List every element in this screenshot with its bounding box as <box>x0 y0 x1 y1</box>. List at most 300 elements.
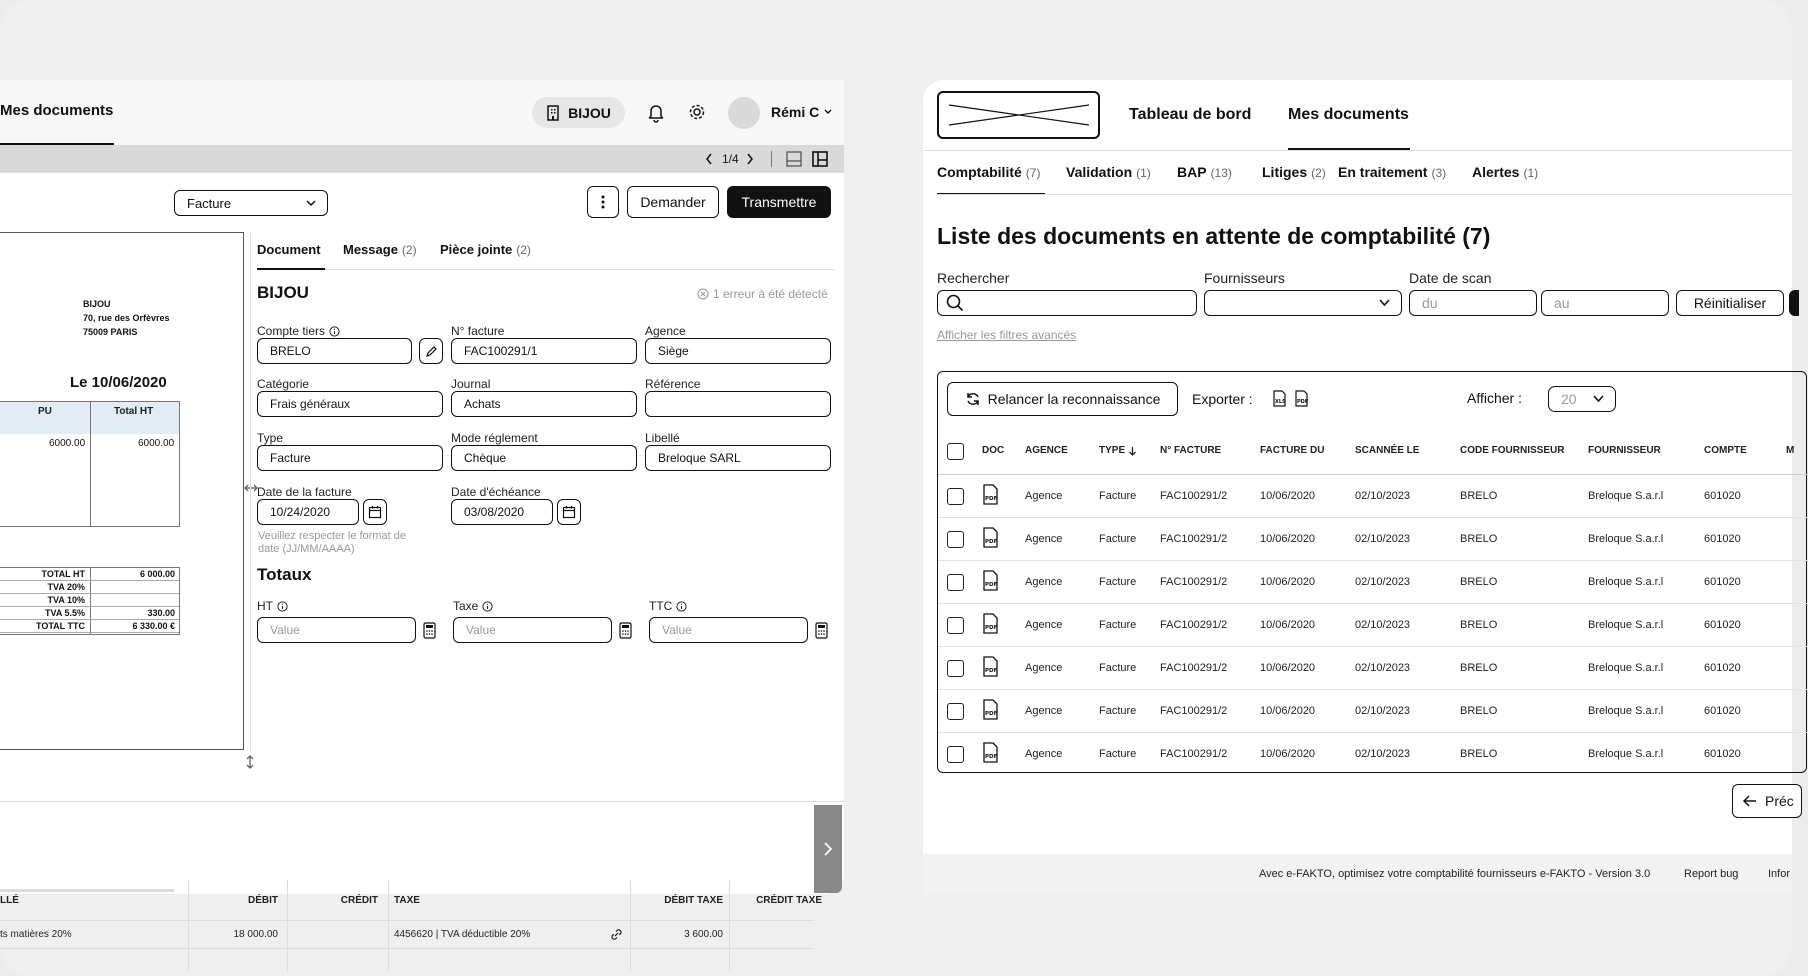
date-facture-calendar-button[interactable] <box>363 499 387 525</box>
type-label <box>257 431 283 445</box>
cell-num: FAC100291/2 <box>1160 619 1228 631</box>
calendar-icon <box>368 505 382 519</box>
total-ttc-label <box>649 599 687 613</box>
footer-text: Avec e-FAKTO, optimisez votre comptabilité fournisseurs e-FAKTO - Version 3.0 <box>1259 868 1651 880</box>
tab-label: Pièce jointe <box>440 242 513 257</box>
scan-date-from-input[interactable]: du <box>1409 290 1537 316</box>
calculator-icon <box>619 622 632 639</box>
tab-bap[interactable] <box>1177 164 1232 180</box>
preview-line-table <box>0 401 180 527</box>
search-label: Rechercher <box>937 270 1010 286</box>
cell-date: 10/06/2020 <box>1260 490 1316 502</box>
cell-date: 10/06/2020 <box>1260 533 1316 545</box>
horizontal-scrollbar[interactable] <box>0 889 174 892</box>
entries-header: DÉBIT <box>248 895 278 906</box>
chevron-down-icon <box>305 199 317 207</box>
svg-text:PDF: PDF <box>985 668 998 674</box>
column-header[interactable] <box>1025 445 1068 456</box>
info-icon[interactable] <box>676 601 687 612</box>
logo-placeholder[interactable] <box>937 91 1100 139</box>
pdf-file-icon <box>982 570 999 591</box>
cell-compte: 601020 <box>1704 490 1741 502</box>
column-header-label: FACTURE DU <box>1260 445 1325 456</box>
divider <box>0 948 814 949</box>
cell-num: FAC100291/2 <box>1160 490 1228 502</box>
field-label-text: Compte tiers <box>257 324 326 338</box>
column-header[interactable] <box>1460 445 1564 456</box>
field-label-text: Libellé <box>645 431 680 445</box>
cell-type: Facture <box>1099 705 1137 717</box>
company-name: BIJOU <box>568 104 611 121</box>
preview-total-value: 330.00 <box>147 608 175 618</box>
pdf-file-icon <box>982 484 999 505</box>
tab-count: (2) <box>401 243 417 257</box>
sort-down-icon <box>1128 446 1137 456</box>
compte-tiers-input[interactable]: BRELO <box>257 338 412 364</box>
calculator-icon <box>815 622 828 639</box>
svg-text:PDF: PDF <box>1297 399 1309 405</box>
error-notice <box>697 287 828 301</box>
scan-date-to-input[interactable]: au <box>1541 290 1669 316</box>
cell-fournisseur: Breloque S.a.r.l <box>1588 576 1664 588</box>
entries-header: CRÉDIT <box>340 895 378 906</box>
footer <box>923 854 1792 894</box>
scan-date-label: Date de scan <box>1409 270 1492 286</box>
cell-fournisseur: Breloque S.a.r.l <box>1588 705 1664 717</box>
editor-header <box>0 80 844 145</box>
column-header-label: AGENCE <box>1025 445 1068 456</box>
preview-totals <box>0 567 180 635</box>
cell-agence: Agence <box>1025 576 1063 588</box>
date-echeance-calendar-button[interactable] <box>557 499 581 525</box>
tab-count: (1) <box>1136 166 1151 180</box>
pdf-file-icon[interactable] <box>982 699 999 725</box>
preview-total-label: TOTAL TTC <box>36 621 85 631</box>
cell-fournisseur: Breloque S.a.r.l <box>1588 533 1664 545</box>
split-view-vertical-icon[interactable] <box>812 151 828 167</box>
total-ht-input[interactable]: Value <box>257 617 416 643</box>
divider <box>0 580 179 581</box>
table-row[interactable] <box>938 518 1808 561</box>
column-divider <box>729 880 730 972</box>
svg-text:PDF: PDF <box>985 711 998 717</box>
journal-input[interactable]: Achats <box>451 391 637 417</box>
column-header[interactable] <box>1260 445 1324 456</box>
cell-date: 10/06/2020 <box>1260 576 1316 588</box>
info-icon[interactable] <box>482 601 493 612</box>
categorie-input[interactable]: Frais généraux <box>257 391 443 417</box>
field-label-text: N° facture <box>451 324 505 338</box>
total-label-text: TTC <box>649 599 673 613</box>
totals-title: Totaux <box>257 565 312 584</box>
search-icon <box>946 294 964 312</box>
cell-type: Facture <box>1099 533 1137 545</box>
cell-date: 10/06/2020 <box>1260 619 1316 631</box>
info-icon[interactable] <box>277 601 288 612</box>
cell-type: Facture <box>1099 748 1137 760</box>
cell-fournisseur: Breloque S.a.r.l <box>1588 662 1664 674</box>
column-header-label: SCANNÉE LE <box>1355 445 1420 456</box>
preview-total-label: TOTAL HT <box>41 569 85 579</box>
date-facture-label <box>257 485 352 499</box>
preview-col-total: Total HT <box>114 406 154 417</box>
tab-label: Comptabilité <box>937 164 1022 180</box>
entries-cell-debit: 18 000.00 <box>233 929 278 940</box>
user-name: Rémi C <box>771 104 820 120</box>
cell-num: FAC100291/2 <box>1160 748 1228 760</box>
libelle-label <box>645 431 680 445</box>
divider <box>0 619 179 620</box>
column-header-label: TYPE <box>1099 445 1126 456</box>
tab-message[interactable] <box>343 242 417 257</box>
row-checkbox[interactable] <box>947 488 964 505</box>
cell-compte: 601020 <box>1704 533 1741 545</box>
tab-count: (1) <box>1523 166 1539 180</box>
categorie-label <box>257 377 309 391</box>
chevron-down-icon <box>1592 395 1605 403</box>
column-header[interactable] <box>1160 445 1221 456</box>
calculator-button[interactable] <box>815 622 828 644</box>
preview-total-label: TVA 10% <box>47 595 85 605</box>
cell-code: BRELO <box>1460 619 1498 631</box>
edit-supplier-button[interactable] <box>419 338 443 364</box>
cell-fournisseur: Breloque S.a.r.l <box>1588 748 1664 760</box>
journal-label <box>451 377 490 391</box>
divider <box>923 150 1792 151</box>
column-header-label: M <box>1786 445 1795 456</box>
mode-reglement-input[interactable]: Chèque <box>451 445 637 471</box>
tab-count: (7) <box>1025 166 1041 180</box>
table-row[interactable] <box>938 690 1808 733</box>
cell-type: Facture <box>1099 619 1137 631</box>
tab-document[interactable] <box>257 242 325 257</box>
nav-documents[interactable]: Mes documents <box>1288 106 1409 123</box>
cell-agence: Agence <box>1025 490 1063 502</box>
previous-page-button[interactable] <box>1732 784 1802 818</box>
pdf-file-icon[interactable] <box>982 742 999 768</box>
table-row[interactable] <box>938 604 1808 647</box>
previous-page-label: Préc <box>1765 793 1794 809</box>
entries-header: TAXE <box>394 895 420 906</box>
entries-header: CRÉDIT TAXE <box>756 895 822 906</box>
cell-agence: Agence <box>1025 748 1063 760</box>
scroll-right-button[interactable] <box>814 805 842 893</box>
document-type-select[interactable] <box>174 190 328 216</box>
n-facture-input[interactable]: FAC100291/1 <box>451 338 637 364</box>
search-button[interactable] <box>1789 290 1799 316</box>
svg-text:PDF: PDF <box>985 625 998 631</box>
field-label-text: Date d'échéance <box>451 485 541 499</box>
cell-scan: 02/10/2023 <box>1355 533 1411 545</box>
row-checkbox[interactable] <box>947 703 964 720</box>
tab-pice-jointe[interactable] <box>440 242 531 257</box>
cell-scan: 02/10/2023 <box>1355 576 1411 588</box>
cell-scan: 02/10/2023 <box>1355 662 1411 674</box>
row-checkbox[interactable] <box>947 617 964 634</box>
libelle-input[interactable]: Breloque SARL <box>645 445 831 471</box>
reference-label <box>645 377 700 391</box>
preview-total-value: 6 000.00 <box>139 569 175 579</box>
tab-label: En traitement <box>1338 164 1428 180</box>
documents-list-panel <box>923 80 1795 894</box>
calculator-icon <box>423 622 436 639</box>
date-format-hint: Veuillez respecter le format de date (JJ/MM/AAAA) <box>258 530 406 555</box>
svg-text:PDF: PDF <box>985 539 998 545</box>
mode-reglement-label <box>451 431 538 445</box>
export-label: Exporter : <box>1192 391 1253 407</box>
svg-text:XLS: XLS <box>1275 399 1286 405</box>
pdf-file-icon[interactable] <box>982 613 999 639</box>
cell-code: BRELO <box>1460 490 1498 502</box>
cell-type: Facture <box>1099 662 1137 674</box>
chevron-right-icon[interactable] <box>746 153 754 165</box>
chevron-right-icon <box>823 841 833 857</box>
preview-total-label: TVA 5.5% <box>44 608 85 618</box>
pdf-file-icon <box>982 742 999 763</box>
active-tab-underline <box>257 268 325 270</box>
entries-cell-label: ts matières 20% <box>0 929 72 940</box>
cell-scan: 02/10/2023 <box>1355 705 1411 717</box>
cell-scan: 02/10/2023 <box>1355 619 1411 631</box>
tab-label: Alertes <box>1472 164 1520 180</box>
table-row[interactable] <box>938 733 1808 776</box>
page-size-label: Afficher : <box>1467 390 1522 406</box>
total-label-text: HT <box>257 599 273 613</box>
table-row[interactable] <box>938 561 1808 604</box>
n-facture-label <box>451 324 504 338</box>
column-header[interactable] <box>1355 445 1419 456</box>
entries-cell-debit-tax: 3 600.00 <box>684 929 723 940</box>
entries-header: DÉBIT TAXE <box>664 895 723 906</box>
cell-agence: Agence <box>1025 619 1063 631</box>
cell-scan: 02/10/2023 <box>1355 748 1411 760</box>
row-checkbox[interactable] <box>947 574 964 591</box>
divider <box>0 920 814 921</box>
page-indicator: 1/4 <box>722 152 739 166</box>
info-icon[interactable] <box>329 326 340 337</box>
divider <box>0 801 844 802</box>
error-circle-icon <box>697 288 709 300</box>
column-header[interactable] <box>1704 445 1747 456</box>
more-actions-button[interactable] <box>587 186 619 218</box>
column-header-label: FOURNISSEUR <box>1588 445 1661 456</box>
link-icon <box>610 928 623 941</box>
chevron-down-icon <box>1378 299 1391 307</box>
page-size-select[interactable] <box>1548 386 1616 412</box>
tab-count: (13) <box>1210 166 1232 180</box>
link-button[interactable] <box>610 928 623 946</box>
field-label-text: Catégorie <box>257 377 310 391</box>
column-divider <box>188 880 189 972</box>
date-echeance-input[interactable]: 03/08/2020 <box>451 499 553 525</box>
column-header[interactable] <box>1099 445 1137 456</box>
document-toolbar <box>0 145 844 173</box>
preview-total-label: TVA 20% <box>47 582 85 592</box>
entries-cell-tax: 4456620 | TVA déductible 20% <box>394 929 531 940</box>
cell-code: BRELO <box>1460 576 1498 588</box>
column-header[interactable] <box>982 445 1004 456</box>
cell-compte: 601020 <box>1704 748 1741 760</box>
cell-code: BRELO <box>1460 705 1498 717</box>
column-header-label: DOC <box>982 445 1005 456</box>
table-row[interactable] <box>938 475 1808 518</box>
cell-type: Facture <box>1099 490 1137 502</box>
column-divider <box>630 880 631 972</box>
request-button[interactable]: Demander <box>627 186 719 218</box>
cell-num: FAC100291/2 <box>1160 576 1228 588</box>
cell-compte: 601020 <box>1704 705 1741 717</box>
pdf-file-icon[interactable] <box>982 656 999 682</box>
calculator-button[interactable] <box>619 622 632 644</box>
pdf-file-icon <box>982 527 999 548</box>
gear-icon[interactable] <box>688 103 706 121</box>
panel-divider <box>250 232 251 750</box>
arrow-left-icon <box>1743 795 1757 807</box>
field-label-text: Type <box>257 431 284 445</box>
logo-placeholder-icon <box>939 93 1102 141</box>
preview-col-pu: PU <box>38 406 52 417</box>
tab-comptabilite[interactable] <box>937 164 1040 180</box>
error-text: 1 erreur à été détecté <box>713 287 828 301</box>
chevron-left-icon[interactable] <box>705 153 713 165</box>
preview-total-value: 6 330.00 € <box>132 621 175 631</box>
preview-row-total: 6000.00 <box>138 438 175 449</box>
tab-count: (2) <box>1311 166 1326 180</box>
divider <box>0 606 179 607</box>
cell-agence: Agence <box>1025 662 1063 674</box>
table-row[interactable] <box>938 647 1808 690</box>
column-header[interactable] <box>1786 445 1794 456</box>
preview-address-line: BIJOU <box>83 299 111 309</box>
preview-address-line: 70, rue des Orfèvres <box>83 313 170 323</box>
cell-scan: 02/10/2023 <box>1355 490 1411 502</box>
refresh-icon <box>965 391 981 407</box>
pdf-file-icon[interactable] <box>982 484 999 510</box>
column-header-label: N° FACTURE <box>1160 445 1222 456</box>
tab-litiges[interactable] <box>1262 164 1326 180</box>
advanced-filters-link[interactable]: Afficher les filtres avancés <box>937 328 1077 342</box>
date-facture-input[interactable]: 10/24/2020 <box>257 499 359 525</box>
divider <box>937 194 1792 195</box>
divider <box>257 269 834 270</box>
total-ttc-input[interactable]: Value <box>649 617 808 643</box>
page-title[interactable]: Mes documents <box>0 102 114 119</box>
pencil-icon <box>425 345 438 358</box>
calendar-icon <box>562 505 576 519</box>
total-ht-label <box>257 599 288 613</box>
field-label-text: Agence <box>645 324 686 338</box>
document-preview <box>0 232 244 750</box>
field-label-text: Journal <box>451 377 491 391</box>
tab-validation[interactable] <box>1066 164 1151 180</box>
reset-filters-button[interactable]: Réinitialiser <box>1676 290 1784 316</box>
field-label-text: Référence <box>645 377 701 391</box>
tab-en-traitement[interactable] <box>1338 164 1446 180</box>
divider <box>0 593 179 594</box>
info-link[interactable]: Infor <box>1768 868 1791 880</box>
total-taxe-label <box>453 599 493 613</box>
cell-code: BRELO <box>1460 533 1498 545</box>
split-view-horizontal-icon[interactable] <box>786 151 802 167</box>
pdf-file-icon[interactable] <box>982 570 999 596</box>
pdf-file-icon <box>982 656 999 677</box>
cell-num: FAC100291/2 <box>1160 705 1228 717</box>
report-bug-link[interactable]: Report bug <box>1684 868 1739 880</box>
cell-date: 10/06/2020 <box>1260 662 1316 674</box>
field-label-text: Mode réglement <box>451 431 538 445</box>
preview-row-pu: 6000.00 <box>49 438 86 449</box>
cell-agence: Agence <box>1025 705 1063 717</box>
cell-compte: 601020 <box>1704 619 1741 631</box>
calculator-button[interactable] <box>423 622 436 644</box>
svg-text:PDF: PDF <box>985 582 998 588</box>
svg-text:PDF: PDF <box>985 754 998 760</box>
cell-num: FAC100291/2 <box>1160 533 1228 545</box>
cell-code: BRELO <box>1460 662 1498 674</box>
search-input[interactable] <box>937 290 1197 316</box>
select-all-checkbox[interactable] <box>947 443 964 460</box>
date-echeance-label <box>451 485 541 499</box>
page-size-value: 20 <box>1561 391 1577 407</box>
avatar[interactable] <box>728 97 760 129</box>
transmit-button[interactable]: Transmettre <box>727 186 831 218</box>
cell-compte: 601020 <box>1704 662 1741 674</box>
reference-input[interactable] <box>645 391 831 417</box>
bell-icon[interactable] <box>647 103 665 122</box>
svg-text:PDF: PDF <box>985 496 998 502</box>
divider <box>90 402 91 526</box>
pdf-file-icon[interactable] <box>1294 390 1309 407</box>
documents-table-card <box>937 371 1807 773</box>
row-checkbox[interactable] <box>947 746 964 763</box>
user-menu[interactable] <box>771 104 833 120</box>
row-checkbox[interactable] <box>947 531 964 548</box>
cell-num: FAC100291/2 <box>1160 662 1228 674</box>
pdf-file-icon <box>982 699 999 720</box>
tab-label: Document <box>257 242 321 257</box>
tab-label: Litiges <box>1262 164 1308 180</box>
pdf-file-icon[interactable] <box>982 527 999 553</box>
tab-label: Message <box>343 242 398 257</box>
more-vertical-icon <box>601 195 605 209</box>
xls-file-icon[interactable] <box>1272 390 1287 407</box>
divider <box>771 151 772 167</box>
company-switcher[interactable] <box>532 97 625 128</box>
tab-label: Validation <box>1066 164 1133 180</box>
resize-vertical-icon[interactable] <box>245 755 255 769</box>
preview-address-line: 75009 PARIS <box>83 327 138 337</box>
tab-count: (2) <box>516 243 531 257</box>
resize-horizontal-icon[interactable] <box>244 483 258 493</box>
field-label-text: Date de la facture <box>257 485 352 499</box>
suppliers-select[interactable] <box>1204 290 1402 316</box>
supplier-title: BIJOU <box>257 283 309 302</box>
total-taxe-input[interactable]: Value <box>453 617 612 643</box>
tab-label: BAP <box>1177 164 1207 180</box>
type-input[interactable]: Facture <box>257 445 443 471</box>
tab-alertes[interactable] <box>1472 164 1538 180</box>
relaunch-recognition-button[interactable] <box>947 382 1178 416</box>
agence-input[interactable]: Siège <box>645 338 831 364</box>
nav-dashboard[interactable]: Tableau de bord <box>1129 106 1252 123</box>
divider <box>90 568 91 634</box>
total-label-text: Taxe <box>453 599 479 613</box>
column-header[interactable] <box>1588 445 1661 456</box>
row-checkbox[interactable] <box>947 660 964 677</box>
suppliers-label: Fournisseurs <box>1204 270 1285 286</box>
cell-date: 10/06/2020 <box>1260 748 1316 760</box>
preview-address <box>83 297 170 339</box>
